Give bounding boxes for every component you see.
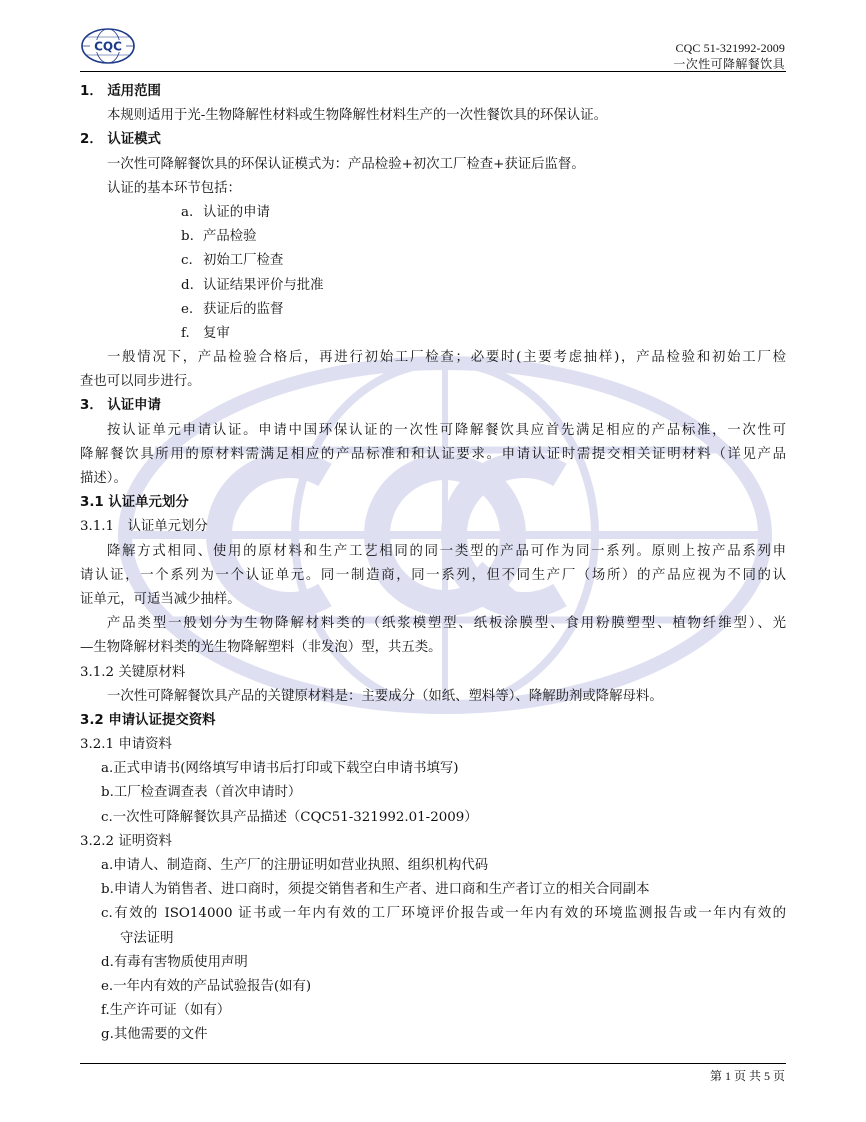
- list-item: g.其他需要的文件: [101, 1027, 208, 1043]
- list-item: e.一年内有效的产品试验报告(如有): [101, 978, 312, 994]
- paragraph-continuation: 请认证，一个系列为一个认证单元。同一制造商，同一系列，但不同生产厂（场所）的产品应视为不同的认: [80, 567, 786, 583]
- list-item: c.有效的 ISO14000 证书或一年内有效的工厂环境评价报告或一年内有效的环境监测报告或一年内有效的: [101, 906, 786, 922]
- list-item: d. 认证结果评价与批准: [181, 277, 324, 293]
- footer-divider: [80, 1063, 786, 1064]
- paragraph: 一次性可降解餐饮具产品的关键原材料是：主要成分（如纸、塑料等）、降解助剂或降解母料。: [107, 688, 663, 704]
- paragraph: 降解方式相同、使用的原材料和生产工艺相同的同一类型的产品可作为同一系列。原则上按产品系列申: [107, 543, 786, 559]
- paragraph: 本规则适用于光-生物降解性材料或生物降解性材料生产的一次性餐饮具的环保认证。: [107, 108, 607, 124]
- page-number: 第 1 页 共 5 页: [709, 1069, 785, 1083]
- subsection-heading: 3.2 申请认证提交资料: [80, 712, 216, 728]
- list-item: b.申请人为销售者、进口商时，须提交销售者和生产者、进口商和生产者订立的相关合同副本: [101, 882, 650, 898]
- subsection-heading: 3.2.1 申请资料: [80, 737, 172, 753]
- paragraph: 一般情况下，产品检验合格后，再进行初始工厂检查；必要时(主要考虑抽样)，产品检验和初始工厂检: [107, 350, 786, 366]
- paragraph-continuation: —生物降解材料类的光生物降解塑料（非发泡）型，共五类。: [80, 640, 442, 656]
- list-item: a. 认证的申请: [181, 204, 270, 220]
- section-heading: 3． 认证申请: [80, 398, 161, 414]
- paragraph-continuation: 降解餐饮具所用的原材料需满足相应的产品标准和和认证要求。申请认证时需提交相关证明材料（详见产品: [80, 446, 786, 462]
- subsection-heading: 3.2.2 证明资料: [80, 833, 172, 849]
- paragraph: 一次性可降解餐饮具的环保认证模式为：产品检验+初次工厂检查+获证后监督。: [107, 156, 585, 172]
- document-code: CQC 51-321992-2009: [675, 41, 785, 55]
- section-heading: 1． 适用范围: [80, 84, 161, 99]
- list-item: f.生产许可证（如有）: [101, 1003, 231, 1019]
- list-item-continuation: 守法证明: [120, 930, 174, 946]
- paragraph-continuation: 查也可以同步进行。: [80, 374, 201, 390]
- list-item: b. 产品检验: [181, 229, 257, 245]
- list-item: d.有毒有害物质使用声明: [101, 954, 248, 970]
- header-divider: [80, 71, 786, 72]
- document-title: 一次性可降解餐饮具: [673, 57, 785, 71]
- list-item: f. 复审: [181, 325, 230, 341]
- paragraph: 按认证单元申请认证。申请中国环保认证的一次性可降解餐饮具应首先满足相应的产品标准，一次性可: [107, 422, 786, 438]
- cqc-logo: [80, 27, 136, 65]
- list-item: b.工厂检查调查表（首次申请时）: [101, 785, 302, 801]
- paragraph-continuation: 描述）。: [80, 471, 127, 486]
- paragraph: 认证的基本环节包括：: [107, 180, 241, 196]
- paragraph: 产品类型一般划分为生物降解材料类的（纸浆模塑型、纸板涂膜型、食用粉膜塑型、植物纤维型）、光: [107, 616, 786, 632]
- list-item: a.正式申请书(网络填写申请书后打印或下载空白申请书填写): [101, 761, 459, 777]
- subsection-heading: 3.1.1 认证单元划分: [80, 519, 208, 535]
- list-item: e. 获证后的监督: [181, 301, 284, 317]
- list-item: c. 初始工厂检查: [181, 253, 284, 269]
- document-body: [80, 80, 786, 1048]
- subsection-heading: 3.1 认证单元划分: [80, 495, 189, 511]
- list-item: a.申请人、制造商、生产厂的注册证明如营业执照、组织机构代码: [101, 858, 489, 873]
- subsection-heading: 3.1.2 关键原材料: [80, 664, 186, 680]
- list-item: c.一次性可降解餐饮具产品描述（CQC51-321992.01-2009）: [101, 809, 478, 825]
- paragraph-continuation: 证单元，可适当减少抽样。: [80, 591, 241, 607]
- logo-text: CQC: [94, 39, 122, 54]
- section-heading: 2． 认证模式: [80, 132, 161, 148]
